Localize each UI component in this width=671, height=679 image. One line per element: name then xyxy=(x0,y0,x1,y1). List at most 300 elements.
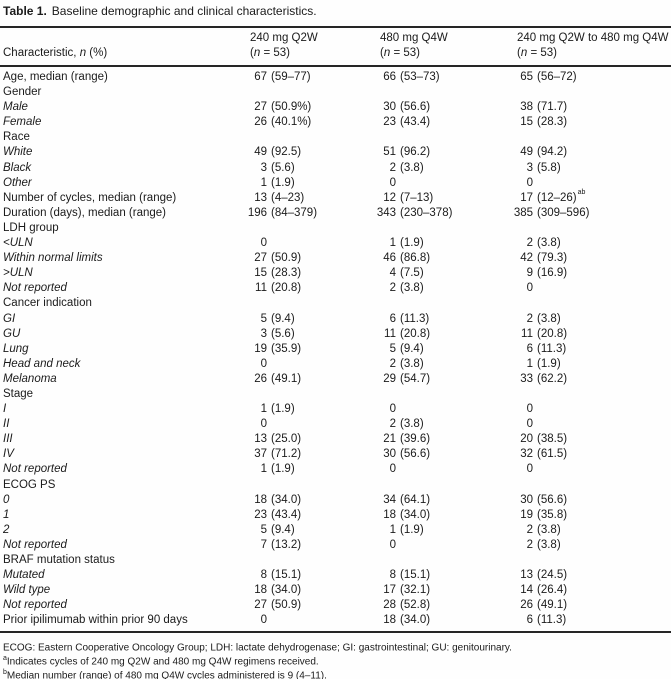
row-label: Within normal limits xyxy=(3,252,103,265)
value-percent: (38.5) xyxy=(537,433,568,446)
cell-value xyxy=(495,115,671,130)
value-percent: (24.5) xyxy=(537,569,568,582)
value-number: 17 xyxy=(520,191,533,204)
table-header xyxy=(0,31,671,61)
column-header-group-480q4w xyxy=(358,31,495,61)
table-row xyxy=(0,145,671,160)
value-number: 0 xyxy=(260,237,267,250)
cell-value xyxy=(229,523,358,538)
cell-value xyxy=(358,478,495,493)
cell-value xyxy=(229,402,358,417)
cell-value xyxy=(358,176,495,191)
value-percent: (25.0) xyxy=(271,433,302,446)
value-number: 49 xyxy=(254,146,267,159)
table-row xyxy=(0,251,671,266)
group-title: 240 mg Q2W xyxy=(250,32,318,44)
value-number: 65 xyxy=(520,71,533,83)
value-percent: (64.1) xyxy=(400,493,431,506)
cell-value xyxy=(495,387,671,402)
value-percent: (3.8) xyxy=(537,523,561,536)
value-number: 30 xyxy=(520,493,533,506)
value-percent: (26.4) xyxy=(537,584,568,597)
value-number: 18 xyxy=(254,584,267,597)
cell-value xyxy=(229,568,358,583)
value-number: 6 xyxy=(526,614,533,627)
table-row xyxy=(0,508,671,523)
cell-value xyxy=(358,221,495,236)
cell-value xyxy=(358,145,495,160)
value-number: 38 xyxy=(520,101,533,114)
value-percent: (7–13) xyxy=(400,191,434,204)
row-label: Female xyxy=(3,116,42,129)
value-number: 385 xyxy=(513,206,533,219)
row-label: Stage xyxy=(3,387,34,400)
cell-value xyxy=(495,553,671,568)
value-number: 2 xyxy=(526,523,533,536)
bottom-rule xyxy=(0,631,671,633)
value-number: 32 xyxy=(520,448,533,461)
cell-value xyxy=(229,236,358,251)
value-number: 5 xyxy=(389,342,396,355)
cell-value xyxy=(229,115,358,130)
cell-value xyxy=(358,372,495,387)
value-number: 30 xyxy=(383,101,396,114)
row-label: Black xyxy=(3,161,32,174)
cell-value xyxy=(229,553,358,568)
cell-value xyxy=(229,206,358,221)
value-percent: (1.9) xyxy=(271,403,295,416)
cell-value xyxy=(495,462,671,477)
value-number: 20 xyxy=(520,433,533,446)
cell-value xyxy=(358,281,495,296)
value-percent: (3.8) xyxy=(400,357,424,370)
value-percent: (9.4) xyxy=(271,523,295,536)
cell-value xyxy=(358,432,495,447)
header-italic-n: n xyxy=(79,47,87,59)
table-row xyxy=(0,523,671,538)
value-number: 0 xyxy=(389,463,396,476)
value-percent: (11.3) xyxy=(400,312,430,325)
cell-value xyxy=(495,281,671,296)
value-number: 15 xyxy=(520,116,533,129)
cell-value xyxy=(358,387,495,402)
value-number: 8 xyxy=(260,569,267,582)
cell-value xyxy=(358,357,495,372)
value-percent: (71.2) xyxy=(271,448,302,461)
value-percent: (96.2) xyxy=(400,146,431,159)
row-label: III xyxy=(3,433,13,446)
table-row xyxy=(0,613,671,628)
column-header-group-switch xyxy=(495,31,671,61)
cell-value xyxy=(358,236,495,251)
value-number: 51 xyxy=(383,146,396,159)
table-caption-text: Baseline demographic and clinical characteristics. xyxy=(51,4,317,18)
footnote-b: $^b$Median number (range) of 480 mg Q4W cycles administered is 9 (4–11). xyxy=(3,668,327,679)
table-row xyxy=(0,266,671,281)
cell-value xyxy=(229,372,358,387)
value-percent: (1.9) xyxy=(271,176,295,189)
value-number: 19 xyxy=(254,342,267,355)
row-label: 1 xyxy=(3,508,10,521)
cell-value xyxy=(229,583,358,598)
value-percent: (49.1) xyxy=(537,599,568,612)
value-percent: (32.1) xyxy=(400,584,431,597)
table-row xyxy=(0,478,671,493)
value-number: 19 xyxy=(520,508,533,521)
cell-value xyxy=(495,478,671,493)
table-row xyxy=(0,538,671,553)
value-percent: (35.8) xyxy=(537,508,568,521)
cell-value xyxy=(495,100,671,115)
value-percent: (56–72) xyxy=(537,71,577,83)
value-number: 2 xyxy=(389,357,396,370)
cell-value xyxy=(229,508,358,523)
value-percent: (52.8) xyxy=(400,599,431,612)
cell-value xyxy=(495,251,671,266)
cell-value xyxy=(358,523,495,538)
value-number: 17 xyxy=(383,584,396,597)
cell-value xyxy=(495,493,671,508)
group-n: (n = 53) xyxy=(250,47,290,59)
cell-value xyxy=(229,342,358,357)
cell-value xyxy=(358,266,495,281)
cell-value xyxy=(358,583,495,598)
value-number: 0 xyxy=(260,418,267,431)
cell-value xyxy=(495,312,671,327)
value-percent: (71.7) xyxy=(537,101,568,114)
value-number: 7 xyxy=(260,538,267,551)
table-row xyxy=(0,598,671,613)
table-row xyxy=(0,281,671,296)
cell-value xyxy=(495,161,671,176)
table-footnotes xyxy=(0,641,671,679)
value-percent: (13.2) xyxy=(271,538,302,551)
cell-value xyxy=(495,598,671,613)
cell-value xyxy=(229,613,358,628)
value-percent: (79.3) xyxy=(537,252,568,265)
cell-value xyxy=(495,538,671,553)
value-percent: (28.3) xyxy=(271,267,302,280)
cell-value xyxy=(229,191,358,206)
table-row xyxy=(0,312,671,327)
row-label: White xyxy=(3,146,33,159)
table-row xyxy=(0,583,671,598)
row-label: Not reported xyxy=(3,599,67,612)
cell-value xyxy=(495,417,671,432)
value-number: 33 xyxy=(520,372,533,385)
value-number: 37 xyxy=(254,448,267,461)
table-row xyxy=(0,553,671,568)
value-number: 11 xyxy=(521,327,533,340)
cell-value xyxy=(495,221,671,236)
cell-value xyxy=(358,568,495,583)
table-row xyxy=(0,357,671,372)
table-row xyxy=(0,372,671,387)
value-percent: (94.2) xyxy=(537,146,568,159)
value-percent: (62.2) xyxy=(537,372,568,385)
value-number: 0 xyxy=(260,614,267,627)
value-percent: (40.1%) xyxy=(271,116,312,129)
value-number: 18 xyxy=(383,614,396,627)
table-row xyxy=(0,85,671,100)
cell-value xyxy=(495,85,671,100)
value-percent: (230–378) xyxy=(400,206,453,219)
value-number: 13 xyxy=(254,433,267,446)
cell-value xyxy=(495,266,671,281)
row-label: BRAF mutation status xyxy=(3,554,115,566)
value-number: 1 xyxy=(389,237,396,250)
value-number: 2 xyxy=(389,418,396,431)
value-number: 21 xyxy=(383,433,396,446)
header-rule xyxy=(0,65,671,67)
row-label: Prior ipilimumab within prior 90 days xyxy=(3,614,188,627)
value-percent: (84–379) xyxy=(271,206,318,219)
cell-value xyxy=(358,70,495,85)
table-row xyxy=(0,493,671,508)
cell-value xyxy=(229,251,358,266)
value-number: 2 xyxy=(526,237,533,250)
row-label: GI xyxy=(3,312,16,325)
cell-value xyxy=(358,553,495,568)
value-percent: (1.9) xyxy=(537,357,561,370)
row-label: Wild type xyxy=(3,584,51,597)
value-number: 1 xyxy=(526,357,533,370)
value-number: 30 xyxy=(383,448,396,461)
cell-value xyxy=(495,583,671,598)
value-number: 46 xyxy=(383,252,396,265)
value-number: 1 xyxy=(260,463,267,476)
value-number: 3 xyxy=(260,327,267,340)
cell-value xyxy=(495,206,671,221)
value-percent: (3.8) xyxy=(537,312,561,325)
value-percent: (1.9) xyxy=(400,237,424,250)
column-header-group-240q2w xyxy=(229,31,358,61)
row-label: Other xyxy=(3,176,32,189)
value-percent: (12–26) xyxy=(537,191,577,204)
cell-value xyxy=(229,598,358,613)
table-row xyxy=(0,327,671,342)
cell-value xyxy=(358,161,495,176)
cell-value xyxy=(495,188,671,206)
value-number: 2 xyxy=(526,538,533,551)
value-percent: (34.0) xyxy=(400,508,431,521)
value-percent: (20.8) xyxy=(400,327,431,340)
row-label: Number of cycles, median (range) xyxy=(3,191,177,204)
value-percent: (309–596) xyxy=(537,206,590,219)
footnote-abbreviations: ECOG: Eastern Cooperative Oncology Group; LDH: lactate dehydrogenase; GI: gastrointestinal; GU: genitourinary. xyxy=(3,642,512,654)
value-number: 2 xyxy=(526,312,533,325)
cell-value xyxy=(229,161,358,176)
row-label: Not reported xyxy=(3,463,67,476)
table-row xyxy=(0,100,671,115)
value-number: 23 xyxy=(254,508,267,521)
value-number: 0 xyxy=(526,418,533,431)
value-number: 26 xyxy=(520,599,533,612)
table-caption-number: Table 1. xyxy=(3,4,47,18)
value-number: 26 xyxy=(254,116,267,129)
cell-value xyxy=(229,221,358,236)
cell-value xyxy=(358,312,495,327)
value-percent: (56.6) xyxy=(400,101,431,114)
cell-value xyxy=(358,598,495,613)
cell-value xyxy=(229,447,358,462)
value-number: 12 xyxy=(383,191,396,204)
table-row xyxy=(0,221,671,236)
cell-value xyxy=(358,417,495,432)
value-number: 5 xyxy=(260,523,267,536)
value-percent: (54.7) xyxy=(400,372,431,385)
value-percent: (56.6) xyxy=(537,493,568,506)
value-percent: (5.6) xyxy=(271,161,295,174)
value-number: 27 xyxy=(254,101,267,114)
cell-value xyxy=(358,85,495,100)
value-percent: (28.3) xyxy=(537,116,568,129)
table-row xyxy=(0,236,671,251)
table-row xyxy=(0,206,671,221)
value-number: 2 xyxy=(389,282,396,295)
cell-value xyxy=(495,327,671,342)
row-label: Cancer indication xyxy=(3,297,92,310)
table-row xyxy=(0,387,671,402)
value-percent: (20.8) xyxy=(271,282,302,295)
header-text: (%) xyxy=(86,47,108,59)
table-row xyxy=(0,462,671,477)
value-number: 196 xyxy=(247,206,267,219)
value-percent: (34.0) xyxy=(271,584,302,597)
cell-value xyxy=(495,236,671,251)
cell-value xyxy=(229,130,358,145)
cell-value xyxy=(495,523,671,538)
table-row xyxy=(0,402,671,417)
cell-value xyxy=(358,402,495,417)
cell-value xyxy=(495,568,671,583)
value-percent: (50.9) xyxy=(271,252,302,265)
cell-value xyxy=(495,342,671,357)
cell-value xyxy=(229,327,358,342)
cell-value xyxy=(229,85,358,100)
value-number: 26 xyxy=(254,372,267,385)
value-number: 343 xyxy=(376,206,396,219)
value-percent: (3.8) xyxy=(537,237,561,250)
value-percent: (3.8) xyxy=(400,282,424,295)
value-percent: (4–23) xyxy=(271,191,305,204)
row-label: <ULN xyxy=(3,237,33,250)
cell-value xyxy=(358,508,495,523)
value-number: 0 xyxy=(389,403,396,416)
value-percent: (3.8) xyxy=(400,418,424,431)
table-row xyxy=(0,130,671,145)
cell-value xyxy=(495,508,671,523)
cell-value xyxy=(495,145,671,160)
row-label: >ULN xyxy=(3,267,33,280)
cell-value xyxy=(495,357,671,372)
cell-value xyxy=(495,372,671,387)
value-percent: (34.0) xyxy=(271,493,302,506)
cell-value xyxy=(358,493,495,508)
value-percent: (11.3) xyxy=(537,614,567,627)
row-label: Race xyxy=(3,131,30,144)
column-header-characteristic xyxy=(0,46,229,61)
cell-value xyxy=(358,191,495,206)
value-number: 6 xyxy=(526,342,533,355)
value-percent: (50.9) xyxy=(271,599,302,612)
cell-value xyxy=(358,130,495,145)
value-percent: (1.9) xyxy=(400,523,424,536)
value-number: 0 xyxy=(526,282,533,295)
value-number: 1 xyxy=(389,523,396,536)
row-label: Lung xyxy=(3,342,29,355)
cell-value xyxy=(495,402,671,417)
value-number: 11 xyxy=(255,282,267,295)
value-number: 0 xyxy=(526,403,533,416)
table-row xyxy=(0,447,671,462)
cell-value xyxy=(229,266,358,281)
value-percent: (61.5) xyxy=(537,448,568,461)
value-number: 14 xyxy=(520,584,533,597)
value-percent: (50.9%) xyxy=(271,101,312,114)
value-percent: (35.9) xyxy=(271,342,302,355)
group-title: 480 mg Q4W xyxy=(380,32,448,44)
row-label: GU xyxy=(3,327,21,340)
value-percent: (5.8) xyxy=(537,161,561,174)
value-number: 66 xyxy=(383,71,396,83)
table-caption xyxy=(3,4,317,18)
value-percent: (39.6) xyxy=(400,433,431,446)
value-number: 27 xyxy=(254,252,267,265)
footnote-a: $^a$Indicates cycles of 240 mg Q2W and 480 mg Q4W regimens received. xyxy=(3,654,319,668)
group-n: (n = 53) xyxy=(517,47,557,59)
table-row xyxy=(0,432,671,447)
value-number: 0 xyxy=(389,538,396,551)
value-number: 4 xyxy=(389,267,396,280)
table-body xyxy=(0,70,671,628)
cell-value xyxy=(358,115,495,130)
row-label: I xyxy=(3,403,7,416)
cell-value xyxy=(229,296,358,311)
cell-value xyxy=(229,100,358,115)
value-number: 3 xyxy=(260,161,267,174)
cell-value xyxy=(495,70,671,85)
row-label: IV xyxy=(3,448,14,461)
table-row xyxy=(0,296,671,311)
value-percent: (15.1) xyxy=(271,569,302,582)
row-label: LDH group xyxy=(3,221,59,234)
value-number: 6 xyxy=(389,312,396,325)
cell-value xyxy=(229,493,358,508)
row-label: Head and neck xyxy=(3,357,81,370)
cell-value xyxy=(358,538,495,553)
value-number: 67 xyxy=(254,71,267,83)
value-number: 0 xyxy=(526,463,533,476)
row-label: 0 xyxy=(3,493,10,506)
table-row xyxy=(0,70,671,85)
value-number: 11 xyxy=(384,327,396,340)
value-number: 5 xyxy=(260,312,267,325)
value-number: 13 xyxy=(254,191,267,204)
group-title: 240 mg Q2W to 480 mg Q4W xyxy=(517,32,669,44)
value-number: 0 xyxy=(260,357,267,370)
cell-value xyxy=(229,312,358,327)
value-percent: (53–73) xyxy=(400,71,440,83)
value-number: 18 xyxy=(254,493,267,506)
row-label: 2 xyxy=(3,523,10,536)
value-percent: (3.8) xyxy=(400,161,424,174)
value-number: 29 xyxy=(383,372,396,385)
cell-value xyxy=(229,478,358,493)
value-number: 1 xyxy=(260,176,267,189)
value-number: 28 xyxy=(383,599,396,612)
cell-value xyxy=(358,342,495,357)
